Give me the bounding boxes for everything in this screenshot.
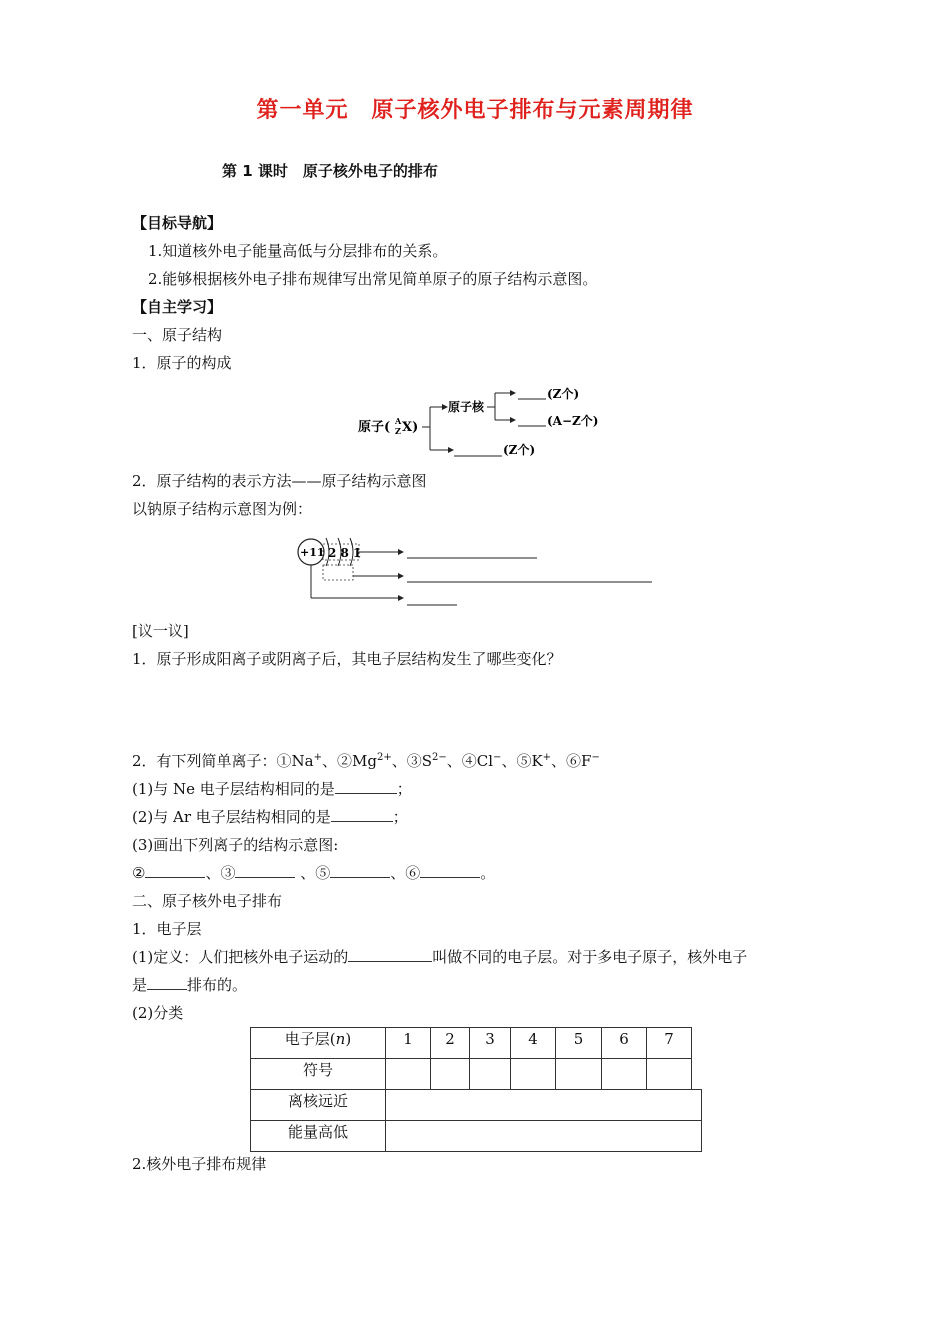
atom-label: 原子( — [358, 420, 391, 435]
layer-cell: 1 — [386, 1028, 431, 1059]
sodium-structure-diagram — [295, 530, 660, 610]
representation-heading: 2．原子结构的表示方法——原子结构示意图 — [132, 472, 427, 490]
layer-cell: 7 — [647, 1028, 692, 1059]
ion-s: 、③S — [391, 752, 433, 770]
answer-blank[interactable] — [335, 779, 397, 794]
answer-blank[interactable] — [330, 863, 390, 878]
ion-na: ①Na — [276, 752, 314, 770]
answer-cell[interactable] — [511, 1059, 556, 1090]
electron-label: (Z个) — [503, 443, 536, 457]
self-study-heading: 【自主学习】 — [132, 298, 223, 316]
row-label-symbol: 符号 — [251, 1059, 386, 1090]
ion-mg: 、②Mg — [322, 752, 377, 770]
discuss-heading: [议一议] — [132, 622, 189, 640]
layer-cell: 2 — [431, 1028, 470, 1059]
answer-blank[interactable] — [348, 947, 432, 962]
element-symbol: X) — [402, 420, 419, 435]
answer-cell[interactable] — [602, 1059, 647, 1090]
table-row — [251, 1121, 702, 1152]
layer-cell: 6 — [602, 1028, 647, 1059]
sodium-example-intro: 以钠原子结构示意图为例： — [132, 500, 313, 518]
answer-blank[interactable] — [235, 863, 295, 878]
answer-blank[interactable] — [147, 975, 187, 990]
ion-cl: 、④Cl — [446, 752, 494, 770]
ion-f: 、⑥F — [551, 752, 592, 770]
answer-blank[interactable] — [331, 807, 393, 822]
discuss-q2-3: (3)画出下列离子的结构示意图: — [132, 836, 339, 854]
row-label-layer: 电子层(n) — [251, 1028, 386, 1059]
nucleus-label: 原子核 — [448, 400, 485, 414]
discuss-q2-4: ② 、③ 、⑤ 、⑥ 。 — [132, 864, 496, 882]
discuss-q2: 2．有下列简单离子：①Na+、$②Mg^{2+}$、$③S^{2-}$、④Cl−、⑤K+、⑥F− — [132, 752, 600, 770]
discuss-q2-1: (1)与 Ne 电子层结构相同的是 ； — [132, 780, 412, 798]
layer-cell: 5 — [556, 1028, 602, 1059]
table-row — [251, 1028, 702, 1059]
answer-cell[interactable] — [431, 1059, 470, 1090]
answer-cell[interactable] — [647, 1059, 692, 1090]
nucleus-charge: +11 — [300, 546, 325, 559]
atom-composition-diagram — [350, 380, 610, 465]
part2-heading: 二、原子核外电子排布 — [132, 892, 283, 910]
mass-number: A — [395, 416, 402, 426]
row-label-energy: 能量高低 — [251, 1121, 386, 1152]
answer-cell[interactable] — [386, 1090, 702, 1121]
table-row — [251, 1059, 702, 1090]
row-label-distance: 离核远近 — [251, 1090, 386, 1121]
rules-heading: 2.核外电子排布规律 — [132, 1155, 267, 1173]
answer-blank[interactable] — [420, 863, 480, 878]
neutron-label: (A−Z个) — [547, 414, 599, 428]
layer-cell: 3 — [470, 1028, 511, 1059]
unit-title: 第一单元 原子核外电子排布与元素周期律 — [256, 98, 694, 123]
goal-item-1: 1.知道核外电子能量高低与分层排布的关系。 — [148, 242, 448, 260]
discuss-q1: 1．原子形成阳离子或阴离子后，其电子层结构发生了哪些变化？ — [132, 650, 562, 668]
shell-heading: 1．电子层 — [132, 920, 202, 938]
ion-k: 、⑤K — [501, 752, 543, 770]
atomic-number: Z — [395, 426, 401, 436]
table-row — [251, 1090, 702, 1121]
answer-blank[interactable] — [145, 863, 205, 878]
proton-label: (Z个) — [547, 387, 580, 401]
shell-definition-cont: 是 排布的。 — [132, 976, 248, 994]
goal-item-2: 2.能够根据核外电子排布规律写出常见简单原子的原子结构示意图。 — [148, 270, 598, 288]
classification-heading: (2)分类 — [132, 1004, 184, 1022]
answer-cell[interactable] — [470, 1059, 511, 1090]
goals-heading: 【目标导航】 — [132, 214, 223, 232]
layer-cell: 4 — [511, 1028, 556, 1059]
answer-cell[interactable] — [556, 1059, 602, 1090]
shell-table — [250, 1027, 702, 1152]
part1-heading: 一、原子结构 — [132, 326, 223, 344]
lesson-subtitle: 第 1 课时 原子核外电子的排布 — [222, 162, 438, 180]
discuss-q2-2: (2)与 Ar 电子层结构相同的是 ； — [132, 808, 408, 826]
answer-cell[interactable] — [386, 1121, 702, 1152]
answer-cell[interactable] — [386, 1059, 431, 1090]
shell-definition: (1)定义：人们把核外电子运动的 叫做不同的电子层。对于多电子原子，核外电子 — [132, 948, 748, 966]
atom-composition-heading: 1．原子的构成 — [132, 354, 232, 372]
electron-shells: 2 8 1 — [328, 546, 362, 560]
